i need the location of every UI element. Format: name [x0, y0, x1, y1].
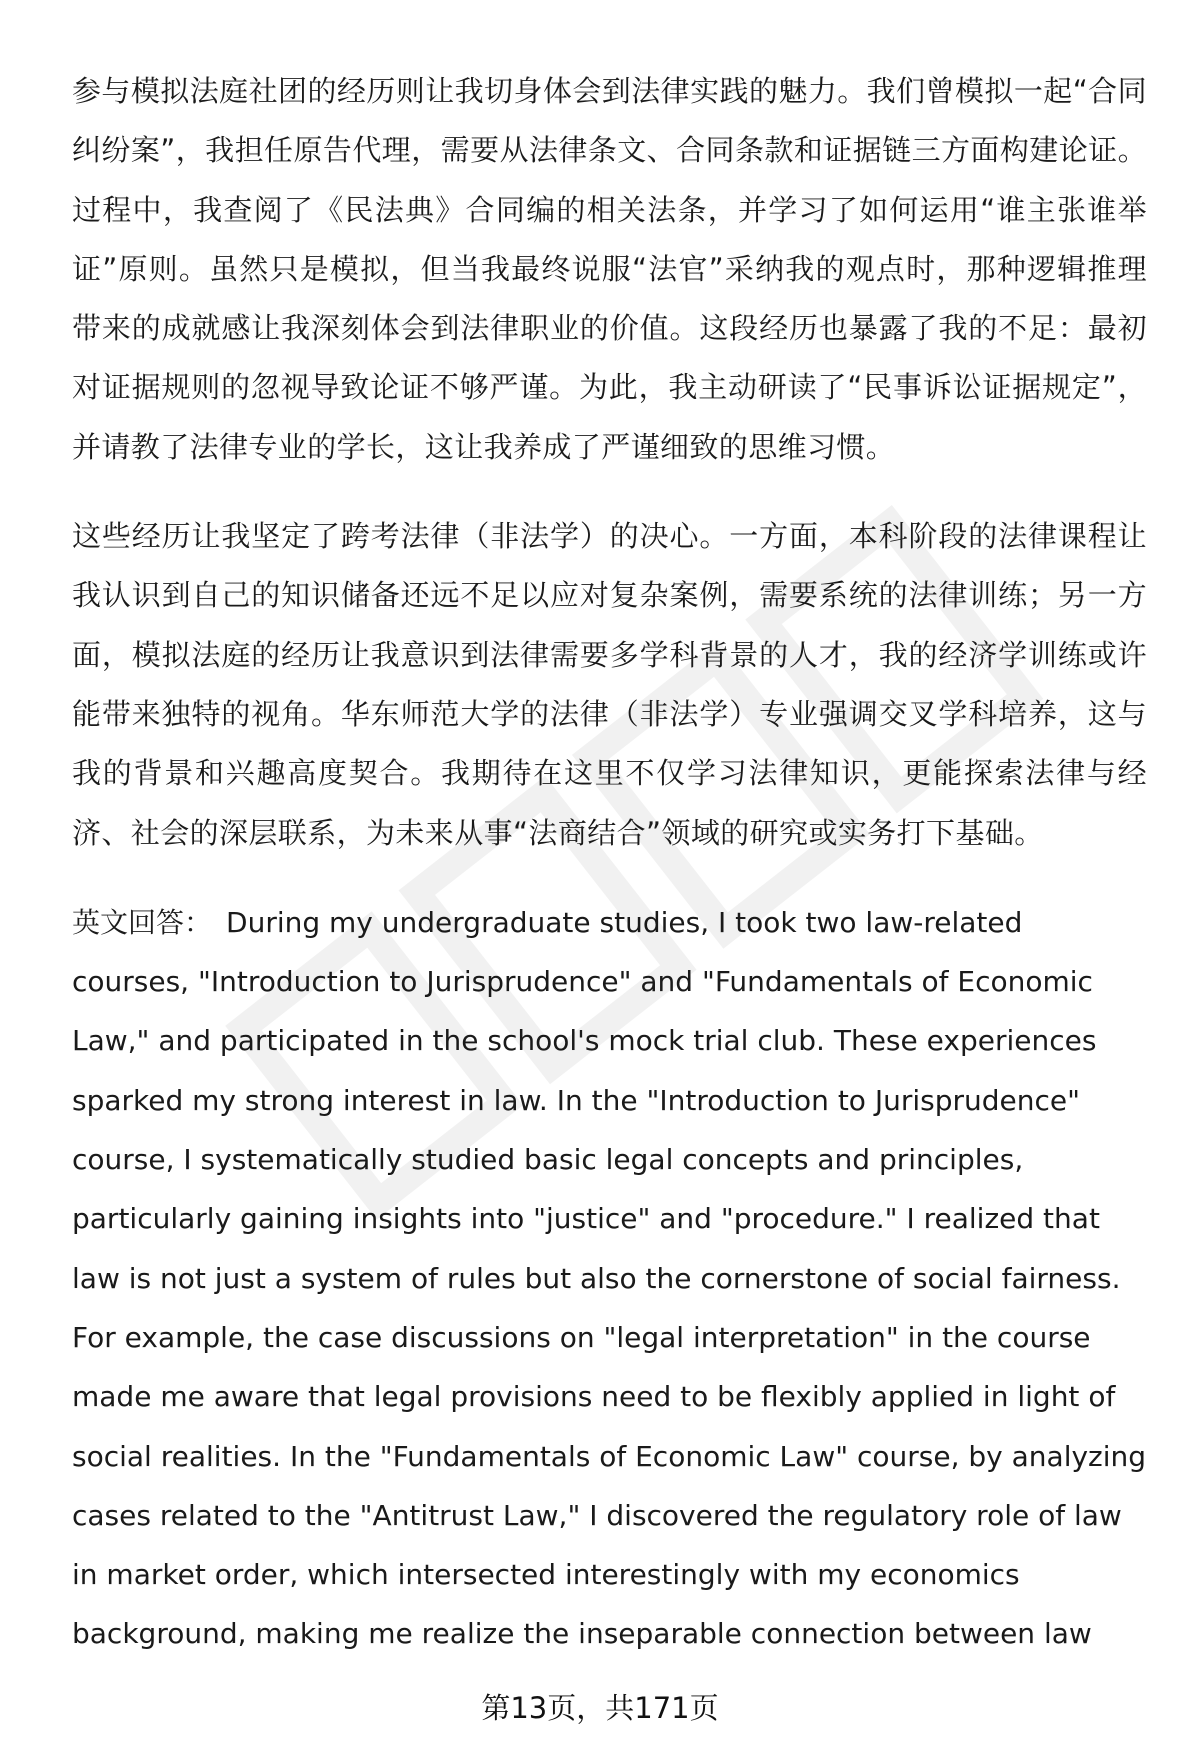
page-number-footer: 第13页，共171页: [481, 1691, 719, 1725]
paragraph-decision: 这些经历让我坚定了跨考法律（非法学）的决心。一方面，本科阶段的法律课程让我认识到自己的知识储备还远不足以应对复杂案例，需要系统的法律训练；另一方面，模拟法庭的经历让我意识到法律需要多学科背景的人才，我的经济学训练或许能带来独特的视角。华东师范大学的法律（非法学）专业强调交叉学科培养，这与我的背景和兴趣高度契合。我期待在这里不仅学习法律知识，更能探索法律与经济、社会的深层联系，为未来从事“法商结合”领域的研究或实务打下基础。: [72, 519, 1147, 850]
paragraph-mock-trial: 参与模拟法庭社团的经历则让我切身体会到法律实践的魅力。我们曾模拟一起“合同纠纷案”，我担任原告代理，需要从法律条文、合同条款和证据链三方面构建论证。过程中，我查阅了《民法典》合同编的相关法条，并学习了如何运用“谁主张谁举证”原则。虽然只是模拟，但当我最终说服“法官”采纳我的观点时，那种逻辑推理带来的成就感让我深刻体会到法律职业的价值。这段经历也暴露了我的不足：最初对证据规则的忽视导致论证不够严谨。为此，我主动研读了“民事诉讼证据规定”，并请教了法律专业的学长，这让我养成了严谨细致的思维习惯。: [72, 74, 1147, 464]
paragraph-english-answer: [72, 893, 1147, 1664]
document-body: [72, 62, 1147, 1694]
english-answer-label: 英文回答：: [72, 905, 213, 939]
english-answer-text: During my undergraduate studies, I took two law-related courses, "Introduction to Jurisprudence" and "Fundamentals of Economic Law," and participated in the school's mock trial club. These experiences sparked my strong interest in law. In the "Introduction to Jurisprudence" course, I systematically studied basic legal concepts and principles, particularly gaining insights into "justice" and "procedure." I realized that law is not just a system of rules but also the cornerstone of social fairness. For example, the case discussions on "legal interpretation" in the course made me aware that legal provisions need to be flexibly applied in light of social realities. In the "Fundamentals of Economic Law" course, by analyzing cases related to the "Antitrust Law," I discovered the regulatory role of law in market order, which intersected interestingly with my economics background, making me realize the inseparable connection between law: [72, 905, 1147, 1651]
